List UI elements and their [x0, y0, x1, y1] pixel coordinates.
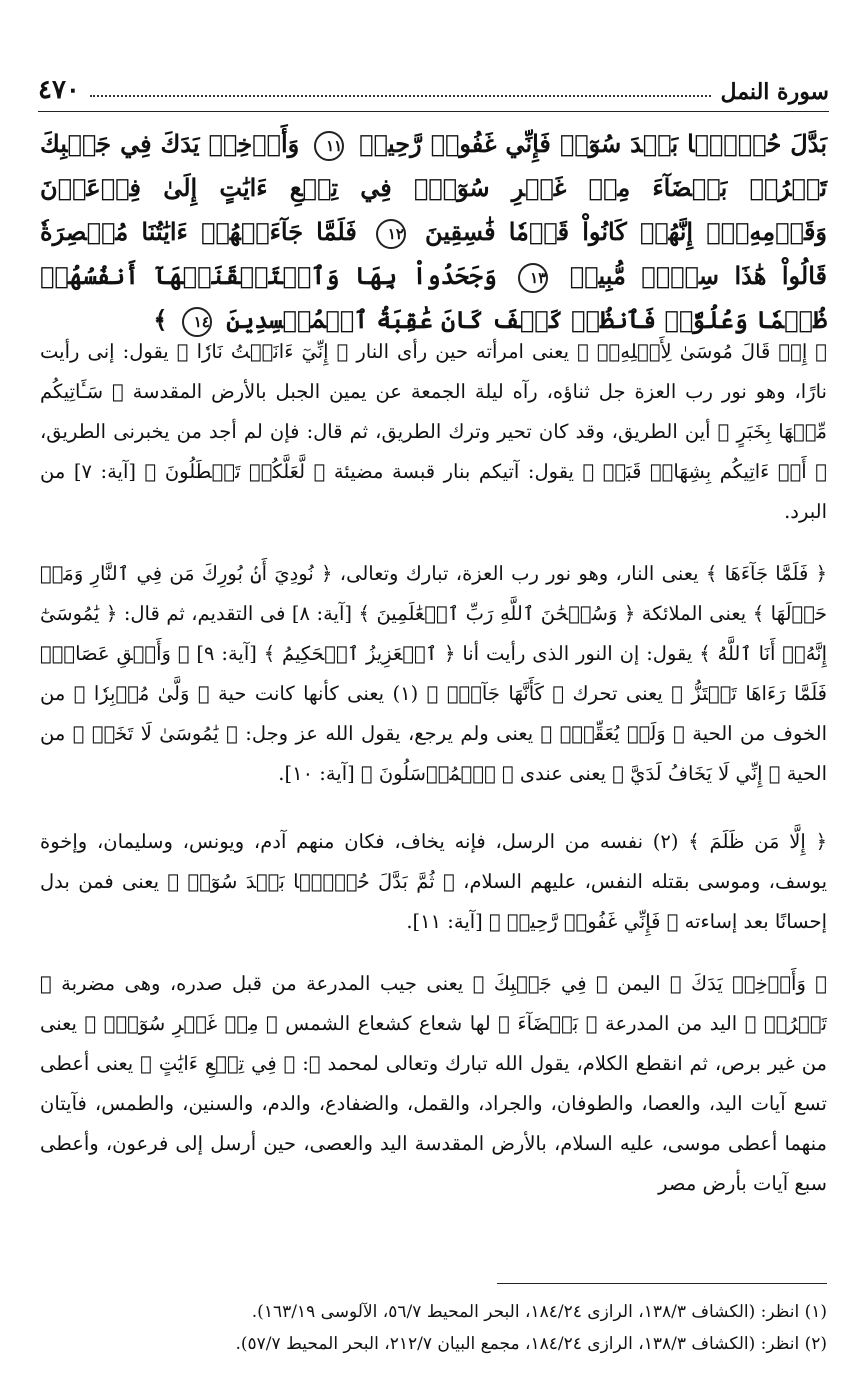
verse-end-bracket: ﴾: [153, 305, 168, 334]
commentary-paragraph: ﴿ إِلَّا مَن ظَلَمَ ﴾ (٢) نفسه من الرسل، فإنه يخاف، فكان منهم آدم، ويونس، وسليمان، وإخوة يوسف، وموسى بقتله النفس، عليهم السلام، ﴿ ثُمَّ بَدَّلَ حُسۡنَۢا بَعۡدَ سُوٓءٖ ﴾ يعنى فمن بدل إحسانًا بعد إساءته ﴿ فَإِنِّي غَفُورٞ رَّحِيمٞ ﴾ [آية: ١١].: [40, 829, 827, 933]
page-header: [38, 72, 829, 112]
header-dot-leader: [90, 95, 711, 97]
footnotes: [40, 1296, 827, 1360]
verse-text: وَأَدۡخِلۡ يَدَكَ فِي جَيۡبِكَ تَخۡرُجۡ بَيۡضَآءَ مِنۡ غَيۡرِ سُوٓءٖۖ فِي تِسۡعِ ءَايَٰتٍ إِلَىٰ فِرۡعَوۡنَ وَقَوۡمِهِۦٓۚ إِنَّهُمۡ كَانُواْ قَوۡمٗا فَٰسِقِينَ: [40, 129, 828, 246]
quran-verses-block: [40, 122, 827, 342]
commentary-paragraph: ﴿ إِذۡ قَالَ مُوسَىٰ لِأَهۡلِهِۦٓ ﴾ يعنى امرأته حين رأى النار ﴿ إِنِّيٓ ءَانَسۡتُ نَارٗا ﴾ يقول: إنى رأيت نارًا، وهو نور رب العزة جل ثناؤه، رآه ليلة الجمعة عن يمين الجبل بالأرض المقدسة ﴿ سَـَٔاتِيكُم مِّنۡهَا بِخَبَرٍ ﴾ أين الطريق، وقد كان تحير وترك الطريق، ثم قال: فإن لم أجد من يخبرنى الطريق، ﴿ أَوۡ ءَاتِيكُم بِشِهَابٖ قَبَسٖ ﴾ يقول: آتيكم بنار قبسة مضيئة ﴿ لَّعَلَّكُمۡ تَصۡطَلُونَ ﴾ [آية: ٧] من البرد.: [40, 339, 827, 523]
commentary-paragraph: ﴿ وَأَدۡخِلۡ يَدَكَ ﴾ اليمن ﴿ فِي جَيۡبِكَ ﴾ يعنى جيب المدرعة من قبل صدره، وهى مضربة ﴿ تَخۡرُجۡ ﴾ اليد من المدرعة ﴿ بَيۡضَآءَ ﴾ لها شعاع كشعاع الشمس ﴿ مِنۡ غَيۡرِ سُوٓءٖۖ ﴾ يعنى من غير برص، ثم انقطع الكلام، يقول الله تبارك وتعالى لمحمد ﷺ: ﴿ فِي تِسۡعِ ءَايَٰتٍ ﴾ يعنى أعطى تسع آيات اليد، والعصا، والطوفان، والجراد، والقمل، والضفادع، والدم، والسنين، والطمس، فآيتان منهما أعطى موسى، عليه السلام، بالأرض المقدسة اليد والعصى، حين أرسل إلى فرعون، وأعطى سبع آيات بأرض مصر: [40, 971, 827, 1195]
page-number: ٤٧٠: [38, 75, 80, 105]
surah-name: سورة النمل: [720, 79, 829, 105]
footnote-1: (١) انظر: (الكشاف ١٣٨/٣، الرازى ١٨٤/٢٤، البحر المحيط ٥٦/٧، الآلوسى ١٦٣/١٩).: [251, 1302, 827, 1322]
verse-number-marker: ١٢: [376, 219, 406, 249]
footnote-separator: [497, 1283, 827, 1284]
commentary-paragraph: ﴿ فَلَمَّا جَآءَهَا ﴾ يعنى النار، وهو نور رب العزة، تبارك وتعالى، ﴿ نُودِيَ أَنۢ بُورِكَ مَن فِي ٱلنَّارِ وَمَنۡ حَوۡلَهَا ﴾ يعنى الملائكة ﴿ وَسُبۡحَٰنَ ٱللَّهِ رَبِّ ٱلۡعَٰلَمِينَ ﴾ [آية: ٨] فى التقديم، ثم قال: ﴿ يَٰمُوسَىٰٓ إِنَّهُۥٓ أَنَا ٱللَّهُ ﴾ يقول: إن النور الذى رأيت أنا ﴿ ٱلۡعَزِيزُ ٱلۡحَكِيمُ ﴾ [آية: ٩] ﴿ وَأَلۡقِ عَصَاكَۚ فَلَمَّا رَءَاهَا تَهۡتَزُّ ﴾ يعنى تحرك ﴿ كَأَنَّهَا جَآنّٞ ﴾ (١) يعنى كأنها كانت حية ﴿ وَلَّىٰ مُدۡبِرٗا ﴾ من الخوف من الحية ﴿ وَلَمۡ يُعَقِّبۡۚ ﴾ يعنى ولم يرجع، يقول الله عز وجل: ﴿ يَٰمُوسَىٰ لَا تَخَفۡ ﴾ من الحية ﴿ إِنِّي لَا يَخَافُ لَدَيَّ ﴾ يعنى عندى ﴿ ٱلۡمُرۡسَلُونَ ﴾ [آية: ١٠].: [40, 561, 828, 785]
verse-text: بَدَّلَ حُسۡنَۢا بَعۡدَ سُوٓءٖ فَإِنِّي غَفُورٞ رَّحِيمٞ: [359, 129, 827, 158]
verse-number-marker: ١٤: [182, 307, 212, 337]
verse-number-marker: ١١: [314, 131, 344, 161]
verse-text: وَجَحَدُواْ بِهَا وَٱسۡتَيۡقَنَتۡهَآ أَنفُسُهُمۡ ظُلۡمٗا وَعُلُوّٗاۚ فَٱنظُرۡ كَيۡفَ كَانَ عَٰقِبَةُ ٱلۡمُفۡسِدِينَ: [40, 261, 827, 334]
verse-text: فَلَمَّا جَآءَتۡهُمۡ ءَايَٰتُنَا مُبۡصِرَةٗ قَالُواْ هَٰذَا سِحۡرٞ مُّبِينٞ: [40, 217, 827, 290]
verse-number-marker: ١٣: [518, 263, 548, 293]
footnote-2: (٢) انظر: (الكشاف ١٣٨/٣، الرازى ١٨٤/٢٤، مجمع البيان ٢١٢/٧، البحر المحيط ٥٧/٧).: [235, 1334, 827, 1354]
